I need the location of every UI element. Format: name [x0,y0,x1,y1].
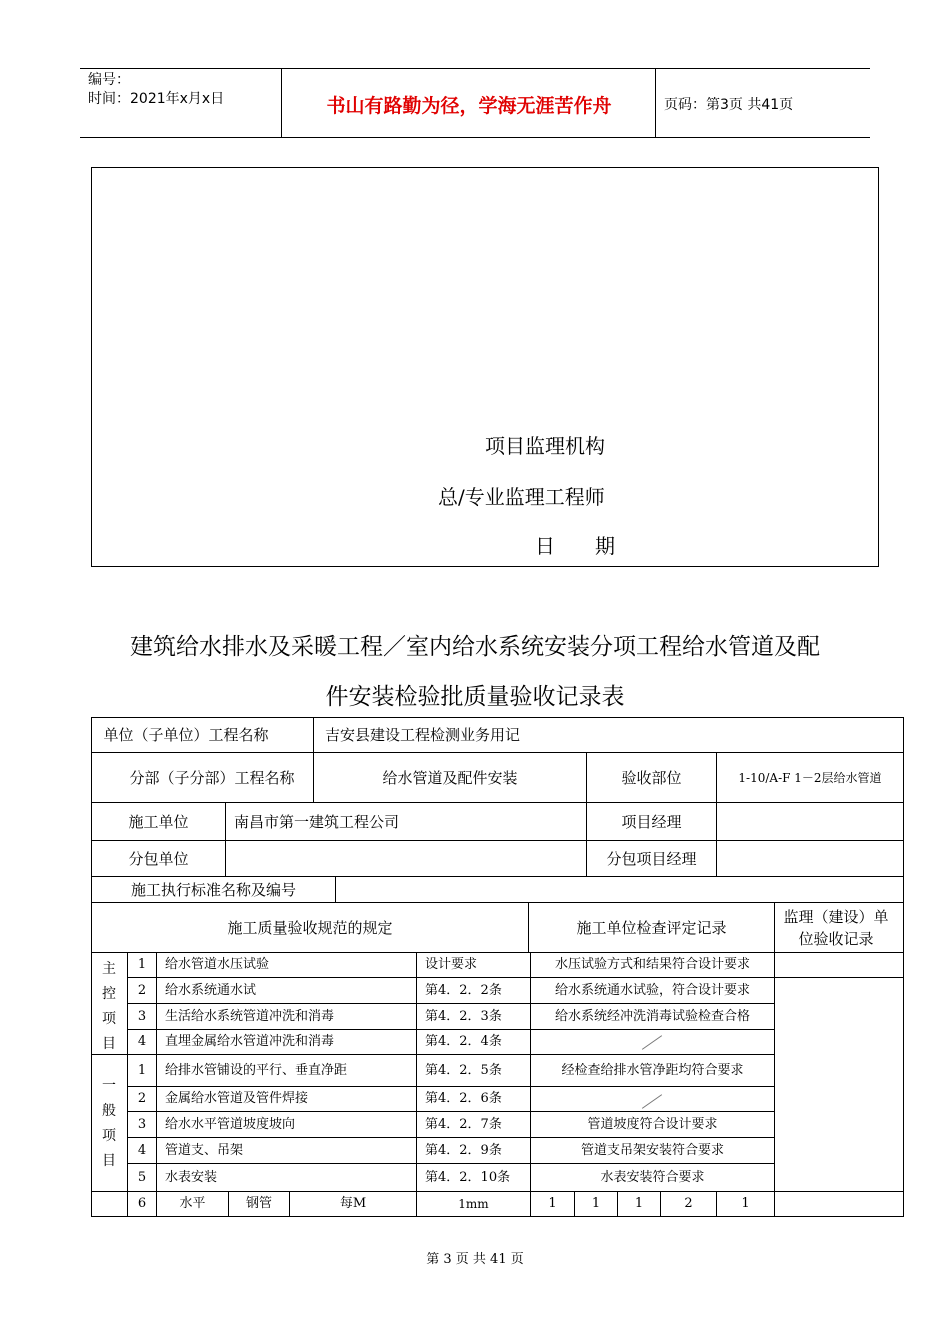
sub-project-value: 给水管道及配件安装 [382,768,518,787]
document-number-label: 编号： [88,72,130,88]
item-requirement: 第4．2．9条 [425,1142,502,1158]
column-header-check: 施工单位检查评定记录 [576,918,727,937]
measure-material: 钢管 [245,1196,272,1211]
acceptance-part-label: 验收部位 [621,768,682,787]
item-record: 管道支吊架安装符合要求 [580,1142,724,1158]
table-border [91,1216,904,1217]
not-applicable-slash [642,1035,662,1050]
acceptance-part-value: 1-10/A-F 1－2层给水管道 [738,770,882,785]
item-number: 4 [137,1034,147,1049]
supervision-org-label: 项目监理机构 [485,434,605,458]
col-line [774,1191,775,1217]
item-requirement: 第4．2．6条 [425,1091,502,1106]
item-name: 管道支、吊架 [165,1142,244,1158]
item-name: 直埋金属给水管道冲洗和消毒 [165,1034,335,1049]
item-requirement: 第4．2．4条 [425,1034,502,1049]
item-record: 水压试验方式和结果符合设计要求 [554,957,750,972]
header-divider [655,69,656,137]
page-footer: 第 3 页 共 41 页 [426,1252,524,1267]
document-time: 时间：2021年x月x日 [88,91,225,107]
form-title-line1: 建筑给水排水及采暖工程／室内给水系统安装分项工程给水管道及配 [130,634,820,660]
item-name: 给水管道水压试验 [165,957,270,972]
measured-value: 1 [634,1196,644,1211]
header-meta [88,71,224,109]
measured-value: 1 [741,1196,750,1211]
item-name: 给排水管铺设的平行、垂直净距 [165,1062,348,1078]
measured-value: 1 [548,1196,557,1211]
item-record: 水表安装符合要求 [600,1169,705,1185]
project-name-value: 吉安县建设工程检测业务用记 [325,725,521,744]
page-header [80,68,870,138]
column-header-spec: 施工质量验收规范的规定 [227,918,393,937]
page-info: 页码：第3页 共41页 [664,97,794,113]
item-number: 2 [137,982,147,998]
item-requirement: 第4．2．5条 [425,1062,502,1078]
not-applicable-slash [642,1094,662,1109]
item-record: 经检查给排水管净距均符合要求 [561,1062,744,1078]
form-title-line2: 件安装检验批质量验收记录表 [325,684,625,710]
item-requirement: 设计要求 [425,957,478,972]
sub-project-manager-label: 分包项目经理 [606,849,697,868]
item-number: 4 [137,1142,147,1158]
standard-label: 施工执行标准名称及编号 [130,880,296,899]
subcontractor-value [226,841,586,876]
item-number: 1 [137,1062,147,1078]
col-line [774,902,775,953]
item-record: 管道坡度符合设计要求 [587,1116,718,1132]
measure-tolerance: 1mm [458,1197,489,1211]
item-number: 5 [137,1169,147,1185]
header-motto: 书山有路勤为径，学海无涯苦作舟 [326,95,612,117]
contractor-label: 施工单位 [128,812,189,831]
item-record: 给水系统经冲洗消毒试验检查合格 [554,1008,750,1024]
item-requirement: 第4．2．3条 [425,1008,502,1024]
col-line [313,717,314,753]
measure-unit: 每M [339,1196,367,1211]
item-requirement: 第4．2．7条 [425,1116,502,1132]
signature-box [91,167,879,567]
measure-direction: 水平 [179,1196,206,1211]
project-manager-value [717,803,903,840]
project-manager-label: 项目经理 [621,812,682,831]
supervision-engineer-label: 总/专业监理工程师 [438,485,605,509]
item-number: 3 [137,1116,147,1132]
signature-date-label: 日 期 [535,534,615,558]
item-number: 3 [137,1008,147,1024]
item-requirement: 第4．2．10条 [425,1169,511,1185]
contractor-value: 南昌市第一建筑工程公司 [234,812,400,831]
measured-value: 1 [591,1196,601,1211]
item-requirement: 第4．2．2条 [425,982,502,998]
item-name: 给水系统通水试 [165,982,257,998]
general-group-label: 一 般 项 目 [102,1078,116,1169]
item-name: 水表安装 [165,1169,218,1185]
row-line [774,977,904,978]
subcontractor-label: 分包单位 [128,849,189,868]
col-line [774,952,775,1192]
header-divider [281,69,282,137]
sub-project-manager-value [717,841,903,876]
item-number: 2 [137,1091,147,1106]
item-number: 1 [137,957,147,972]
measured-value: 2 [684,1196,693,1211]
standard-value [336,877,903,902]
item-name: 给水水平管道坡度坡向 [165,1116,296,1132]
item-name: 生活给水系统管道冲洗和消毒 [165,1008,335,1024]
sub-project-label: 分部（子分部）工程名称 [129,768,295,787]
item-name: 金属给水管道及管件焊接 [165,1091,309,1106]
main-control-group-label: 主 控 项 目 [102,961,116,1052]
project-name-label: 单位（子单位）工程名称 [103,725,269,744]
item-record: 给水系统通水试验，符合设计要求 [554,982,750,998]
table-border [903,717,904,1217]
column-header-supervision: 监理（建设）单位验收记录 [783,907,889,948]
item-number: 6 [137,1196,147,1211]
